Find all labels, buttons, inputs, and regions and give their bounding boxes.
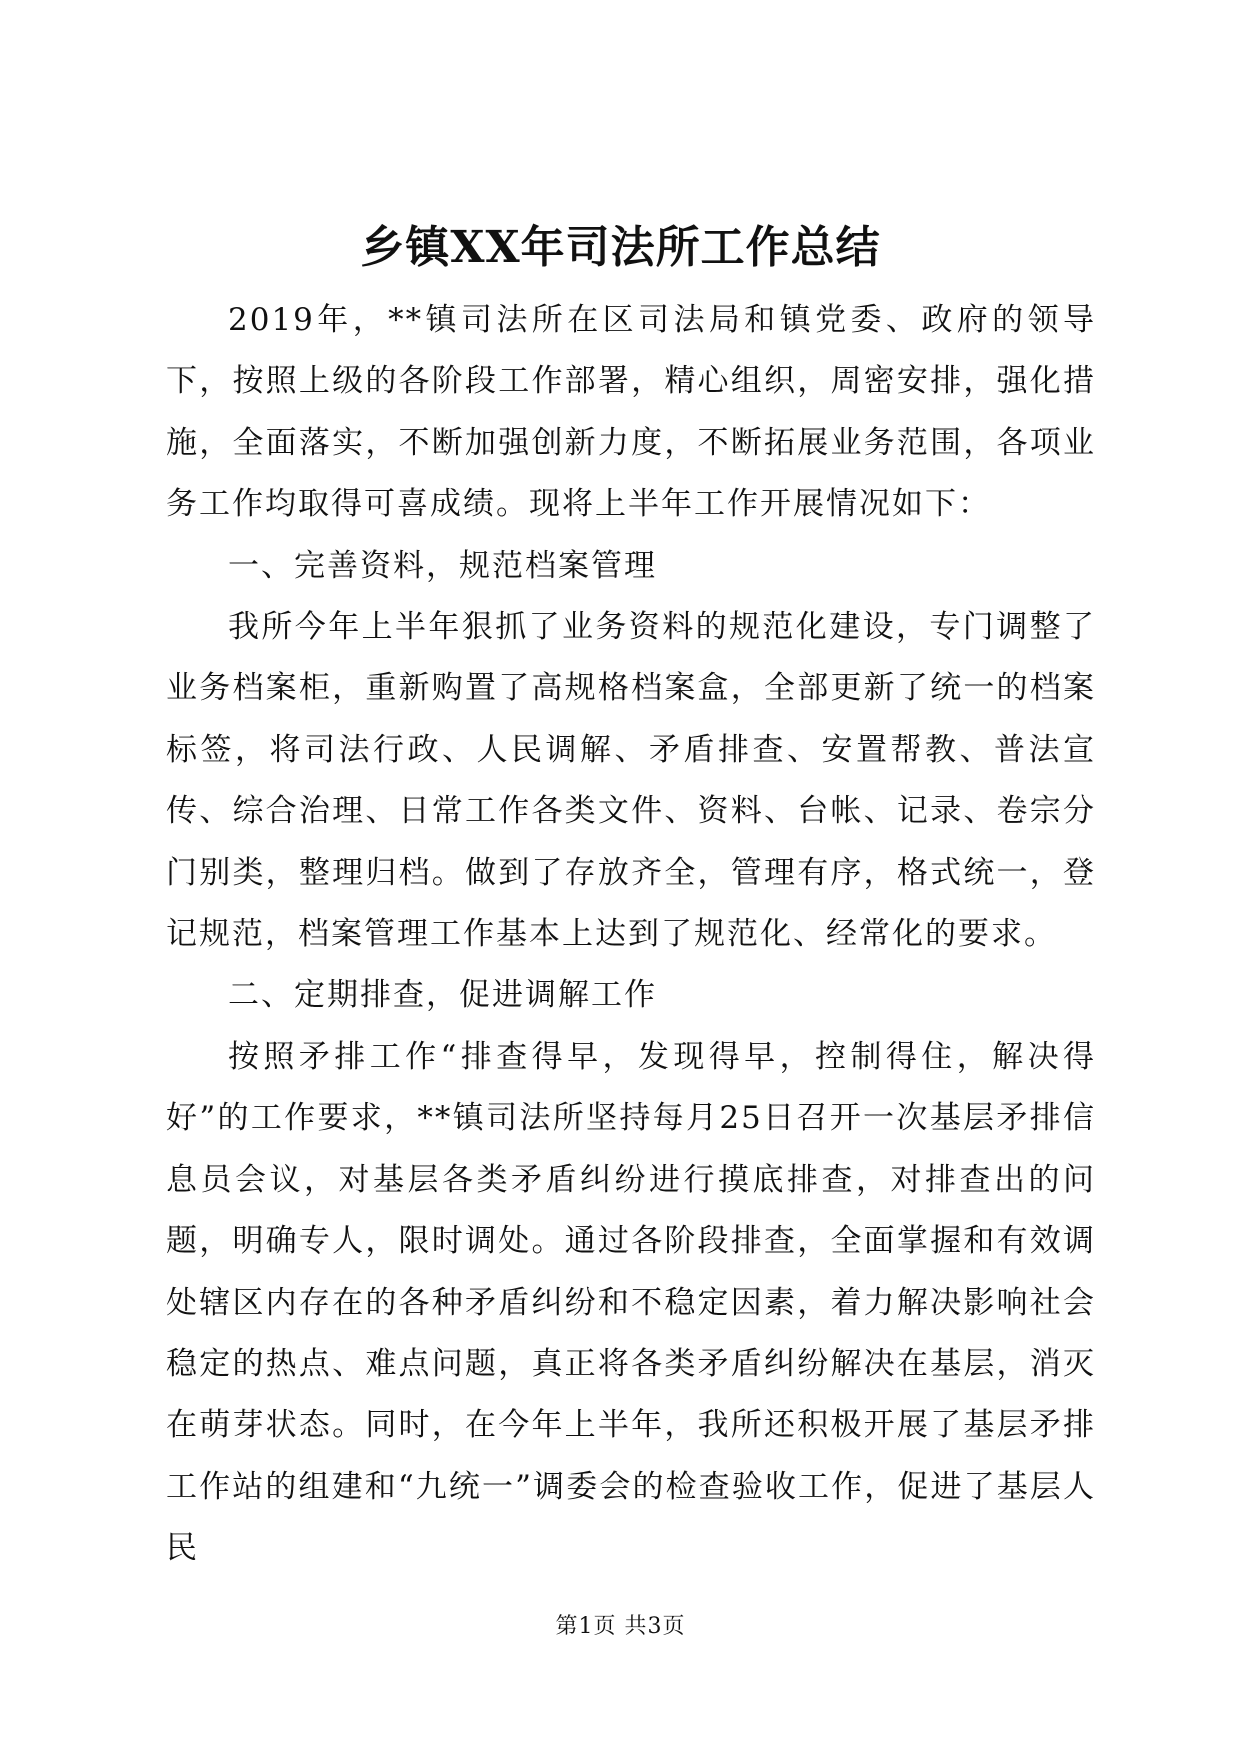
intro-paragraph: 2019年，**镇司法所在区司法局和镇党委、政府的领导下，按照上级的各阶段工作部署，精心组织，周密安排，强化措施，全面落实，不断加强创新力度，不断拓展业务范围，各项业务工作均取得可喜成绩。现将上半年工作开展情况如下：	[166, 302, 1096, 523]
page-number-footer: 第1页 共3页	[555, 1614, 686, 1639]
section-heading-2: 二、定期排查，促进调解工作	[228, 977, 657, 1014]
document-body	[166, 290, 1096, 1580]
section-1-paragraph: 我所今年上半年狠抓了业务资料的规范化建设，专门调整了业务档案柜，重新购置了高规格档案盒，全部更新了统一的档案标签，将司法行政、人民调解、矛盾排查、安置帮教、普法宣传、综合治理、日常工作各类文件、资料、台帐、记录、卷宗分门别类，整理归档。做到了存放齐全，管理有序，格式统一，登记规范，档案管理工作基本上达到了规范化、经常化的要求。	[166, 609, 1096, 953]
section-heading-1: 一、完善资料，规范档案管理	[228, 547, 657, 584]
document-title: 乡镇XX年司法所工作总结	[360, 222, 881, 273]
section-2-paragraph: 按照矛排工作“排查得早，发现得早，控制得住，解决得好”的工作要求，**镇司法所坚持每月25日召开一次基层矛排信息员会议，对基层各类矛盾纠纷进行摸底排查，对排查出的问题，明确专人，限时调处。通过各阶段排查，全面掌握和有效调处辖区内存在的各种矛盾纠纷和不稳定因素，着力解决影响社会稳定的热点、难点问题，真正将各类矛盾纠纷解决在基层，消灭在萌芽状态。同时，在今年上半年，我所还积极开展了基层矛排工作站的组建和“九统一”调委会的检查验收工作，促进了基层人民	[166, 1038, 1096, 1567]
